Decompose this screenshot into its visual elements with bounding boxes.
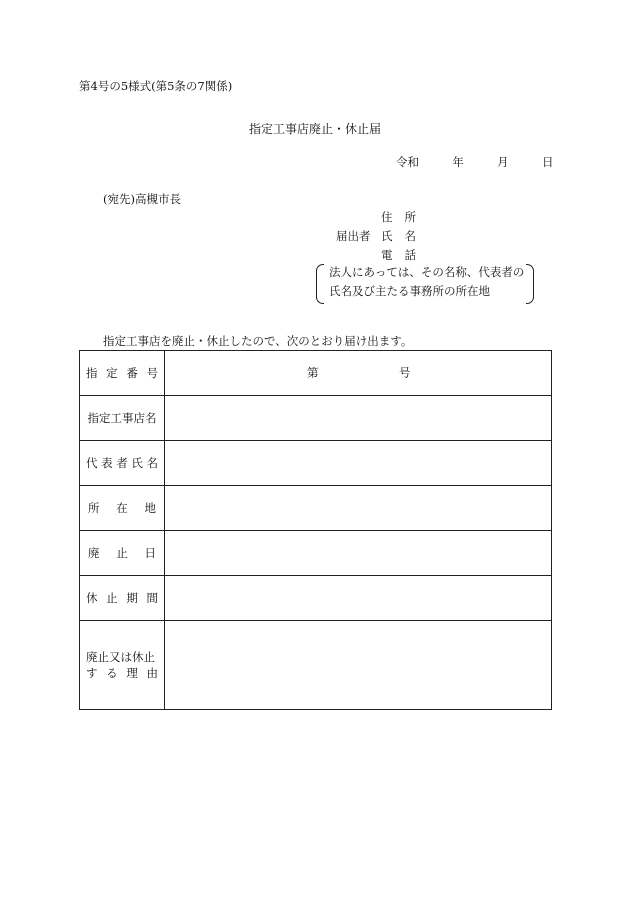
name-label: 氏 名 — [381, 229, 416, 243]
document-title: 指定工事店廃止・休止届 — [248, 122, 381, 136]
notification-table — [79, 350, 552, 710]
note-line-2: 氏名及び主たる事務所の所在地 — [329, 284, 490, 298]
abolition-date-field[interactable] — [165, 531, 552, 576]
corporate-note — [316, 264, 534, 302]
row-store-name — [80, 396, 552, 441]
reason-label — [80, 621, 165, 710]
row-location — [80, 486, 552, 531]
row-suspension-period — [80, 576, 552, 621]
representative-label: 代 表 者 氏 名 — [80, 441, 165, 486]
reason-label-line1: 廃止又は休止 — [86, 650, 155, 664]
row-representative — [80, 441, 552, 486]
right-bracket — [526, 264, 534, 304]
reason-field[interactable] — [165, 621, 552, 710]
representative-field[interactable] — [165, 441, 552, 486]
date-row — [396, 157, 553, 169]
phone-label: 電 話 — [381, 248, 416, 262]
designation-number-field[interactable] — [165, 351, 552, 396]
month-label: 月 — [497, 155, 509, 169]
suspension-period-field[interactable] — [165, 576, 552, 621]
form-number: 第4号の5様式(第5条の7関係) — [79, 79, 233, 93]
abolition-date-label: 廃 止 日 — [80, 531, 165, 576]
row-reason — [80, 621, 552, 710]
suspension-period-label: 休 止 期 間 — [80, 576, 165, 621]
reason-label-line2: す る 理 由 — [86, 666, 158, 680]
year-label: 年 — [452, 155, 464, 169]
location-field[interactable] — [165, 486, 552, 531]
addressee: (宛先)高槻市長 — [103, 192, 181, 206]
location-label: 所 在 地 — [80, 486, 165, 531]
designation-number-label: 指 定 番 号 — [80, 351, 165, 396]
store-name-label: 指定工事店名 — [80, 396, 165, 441]
row-designation-number — [80, 351, 552, 396]
store-name-field[interactable] — [165, 396, 552, 441]
go-label: 号 — [399, 365, 411, 380]
left-bracket — [316, 264, 324, 304]
row-abolition-date — [80, 531, 552, 576]
reporter-label: 届出者 — [336, 229, 371, 243]
intro-text: 指定工事店を廃止・休止したので、次のとおり届け出ます。 — [103, 334, 413, 348]
note-line-1: 法人にあっては、その名称、代表者の — [329, 265, 525, 279]
day-label: 日 — [541, 155, 554, 169]
address-label: 住 所 — [381, 210, 416, 224]
dai-label: 第 — [307, 365, 319, 380]
era-label: 令和 — [396, 155, 419, 169]
